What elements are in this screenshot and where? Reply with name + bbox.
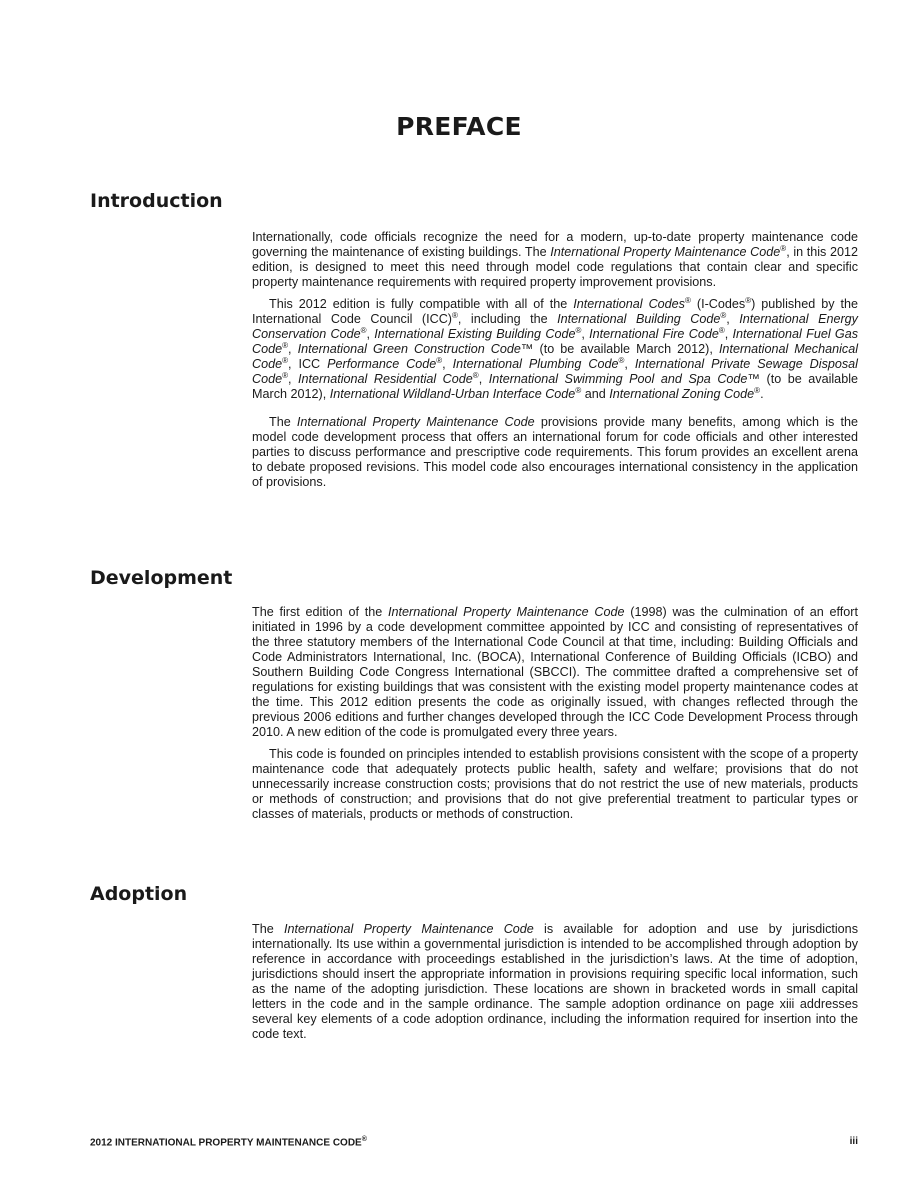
introduction-body	[252, 230, 858, 497]
development-paragraph-2: This code is founded on principles intended to establish provisions consistent with the scope of a property maintenance code that adequately protects public health, safety and welfare; provisions that do not unnecessarily increase construction costs; provisions that do not restrict the use of new materials, products or methods of construction; and provisions that do not give preferential treatment to particular types or classes of materials, products or methods of construction.	[252, 747, 858, 821]
introduction-paragraph-3: The International Property Maintenance Code provisions provide many benefits, among which is the model code development process that offers an international forum for code officials and other interested parties to discuss performance and prescriptive code requirements. This forum provides an excellent arena to debate proposed revisions. This model code also encourages international consistency in the application of provisions.	[252, 415, 858, 489]
adoption-heading: Adoption	[90, 883, 188, 905]
page-title: PREFACE	[396, 112, 522, 141]
development-paragraph-1: The first edition of the International Property Maintenance Code (1998) was the culmination of an effort initiated in 1996 by a code development committee appointed by ICC and consisting of representatives of the three statutory members of the International Code Council at that time, including: Building Officials and Code Administrators International, Inc. (BOCA), International Conference of Building Officials (ICBO) and Southern Building Code Congress International (SBCCI). The committee drafted a comprehensive set of regulations for existing buildings that was consistent with the existing model property maintenance codes at the time. This 2012 edition presents the code as originally issued, with changes reflected through the previous 2006 editions and further changes developed through the ICC Code Development Process through 2010. A new edition of the code is promulgated every three years.	[252, 605, 858, 739]
footer-book-title: 2012 INTERNATIONAL PROPERTY MAINTENANCE CODE®	[90, 1136, 367, 1149]
development-body	[252, 605, 858, 829]
introduction-heading: Introduction	[90, 190, 223, 212]
development-heading: Development	[90, 567, 233, 589]
introduction-paragraph-2: This 2012 edition is fully compatible with all of the International Codes® (I-Codes®) published by the International Code Council (ICC)®, including the International Building Code®, International Energy Conservation Code®, International Existing Building Code®, International Fire Code®, International Fuel Gas Code®, International Green Construction Code™ (to be available March 2012), International Mechanical Code®, ICC Performance Code®, International Plumbing Code®, International Private Sewage Disposal Code®, International Residential Code®, International Swimming Pool and Spa Code™ (to be available March 2012), International Wildland-Urban Interface Code® and International Zoning Code®.	[252, 295, 859, 401]
page-footer	[90, 1136, 858, 1148]
adoption-paragraph-1: The International Property Maintenance Code is available for adoption and use by jurisdictions internationally. Its use within a governmental jurisdiction is intended to be accomplished through adoption by reference in accordance with proceedings established in the jurisdiction’s laws. At the time of adoption, jurisdictions should insert the appropriate information in provisions requiring specific local information, such as the name of the adopting jurisdiction. These locations are shown in bracketed words in small capital letters in the code and in the sample ordinance. The sample adoption ordinance on page xiii addresses several key elements of a code adoption ordinance, including the information required for insertion into the code text.	[252, 922, 858, 1041]
introduction-paragraph-1: Internationally, code officials recognize the need for a modern, up-to-date property maintenance code governing the maintenance of existing buildings. The International Property Maintenance Code®, in this 2012 edition, is designed to meet this need through model code regulations that contain clear and specific property maintenance requirements with required property improvement provisions.	[252, 230, 858, 289]
adoption-body	[252, 922, 858, 1049]
footer-page-number: iii	[849, 1136, 858, 1147]
